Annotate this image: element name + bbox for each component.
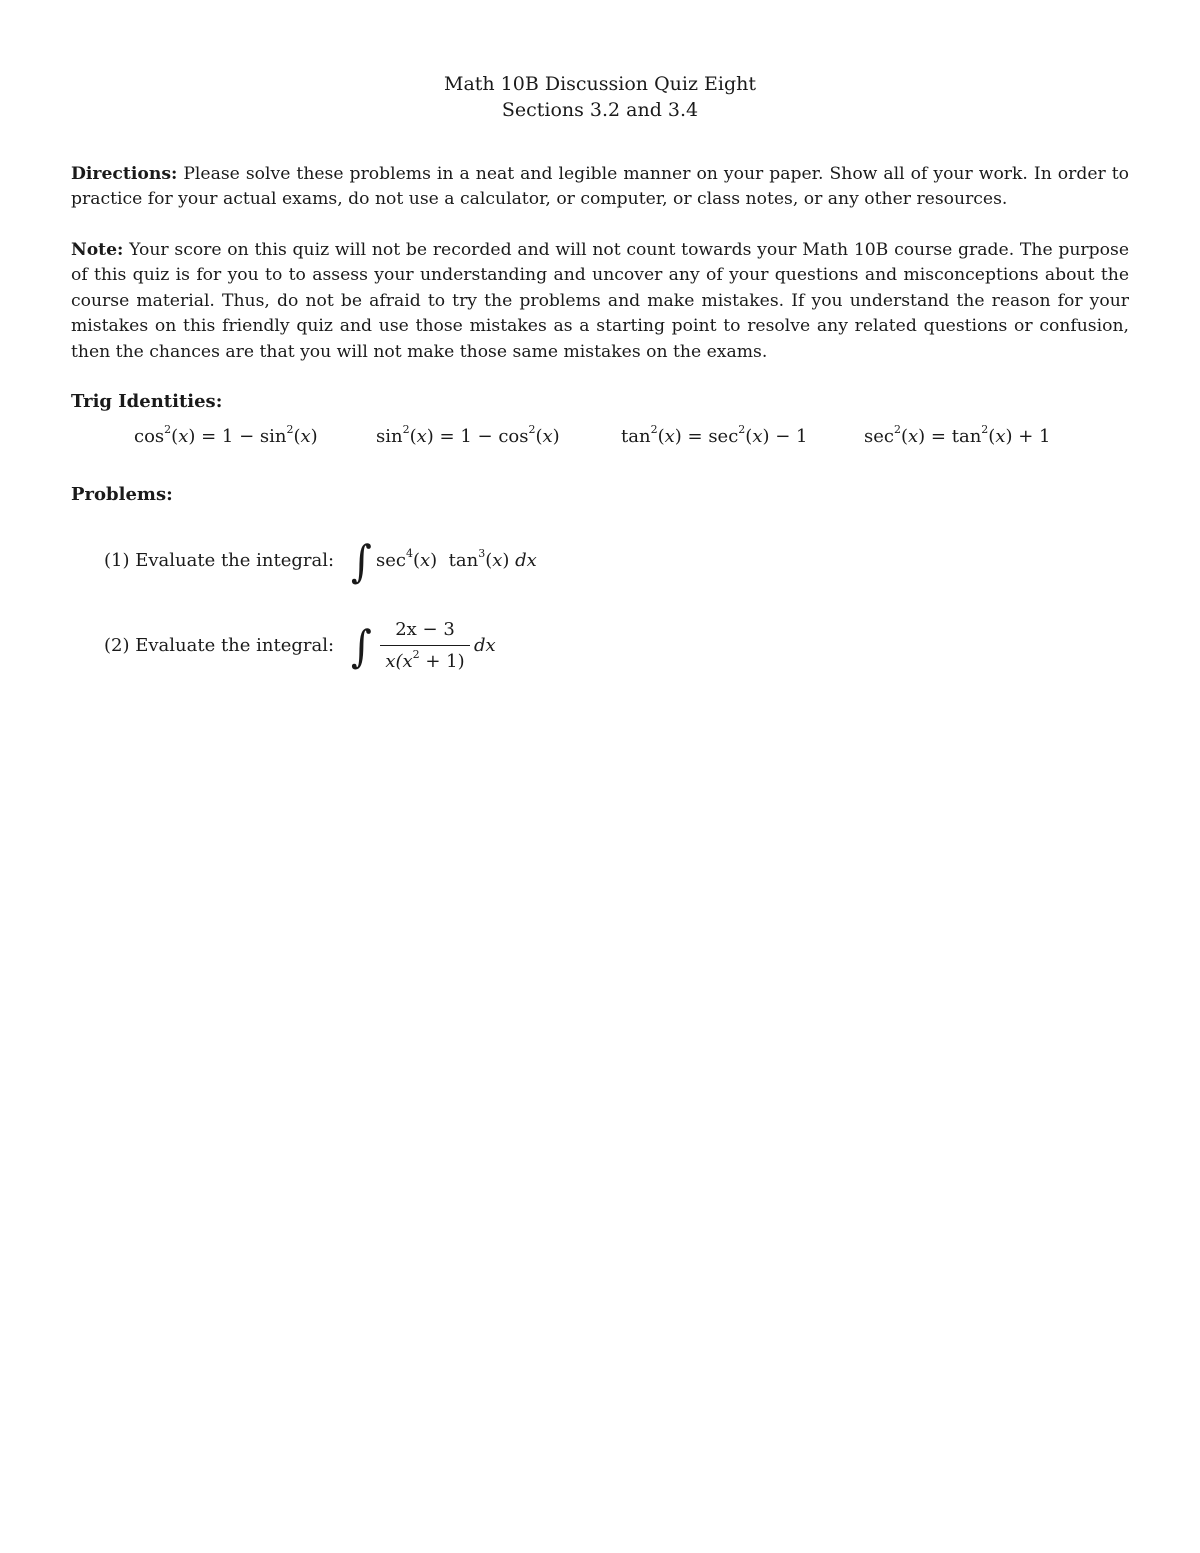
problem-2-fraction <box>380 617 470 675</box>
identity-tan-squared: $\tan^2(x) = \sec^2(x) - 1$ <box>621 423 808 447</box>
fraction-denominator: $x(x^2 + 1)$ <box>385 648 465 672</box>
identity-cos-squared: $\cos^2(x) = 1 - \sin^2(x)$ <box>134 423 318 447</box>
quiz-title: Math 10B Discussion Quiz Eight <box>443 73 757 95</box>
quiz-subtitle: Sections 3.2 and 3.4 <box>501 99 699 121</box>
identity-sec-squared: $\sec^2(x) = \tan^2(x) + 1$ <box>864 423 1051 447</box>
identity-sin-squared: $\sin^2(x) = 1 - \cos^2(x)$ <box>376 423 560 447</box>
problem-1-integrand: $\sec^4(x)$ $\tan^3(x)$ dx <box>376 547 537 571</box>
note-paragraph <box>71 238 1129 365</box>
directions-text: Please solve these problems in a neat and legible manner on your paper. Show all of your work. In order to practice for your actual exams, do not use a calculator, or computer, or class notes, or any other resources. <box>71 164 1129 210</box>
integral-sign-icon: ∫ <box>351 536 372 588</box>
trig-identities-row <box>0 424 1200 452</box>
fraction-numerator: 2x − 3 <box>395 619 455 640</box>
fraction-bar <box>380 645 470 646</box>
directions-label: Directions: <box>71 164 178 184</box>
note-text: Your score on this quiz will not be recorded and will not count towards your Math 10B course grade. The purpose of this quiz is for you to to assess your understanding and uncover any of your questions and misconceptions about the course material. Thus, do not be afraid to try the problems and make mistakes. If you understand the reason for your mistakes on this friendly quiz and use those mistakes as a starting point to resolve any related questions or confusion, then the chances are that you will not make those same mistakes on the exams. <box>71 240 1129 362</box>
trig-identities-heading: Trig Identities: <box>71 391 223 412</box>
problem-2-differential: dx <box>474 635 496 656</box>
problem-1-label: (1) Evaluate the integral: <box>104 550 335 571</box>
problem-2-label: (2) Evaluate the integral: <box>104 635 335 656</box>
integral-sign-icon: ∫ <box>351 621 372 673</box>
directions-paragraph <box>71 162 1129 213</box>
problems-heading: Problems: <box>71 484 173 505</box>
note-label: Note: <box>71 240 124 260</box>
